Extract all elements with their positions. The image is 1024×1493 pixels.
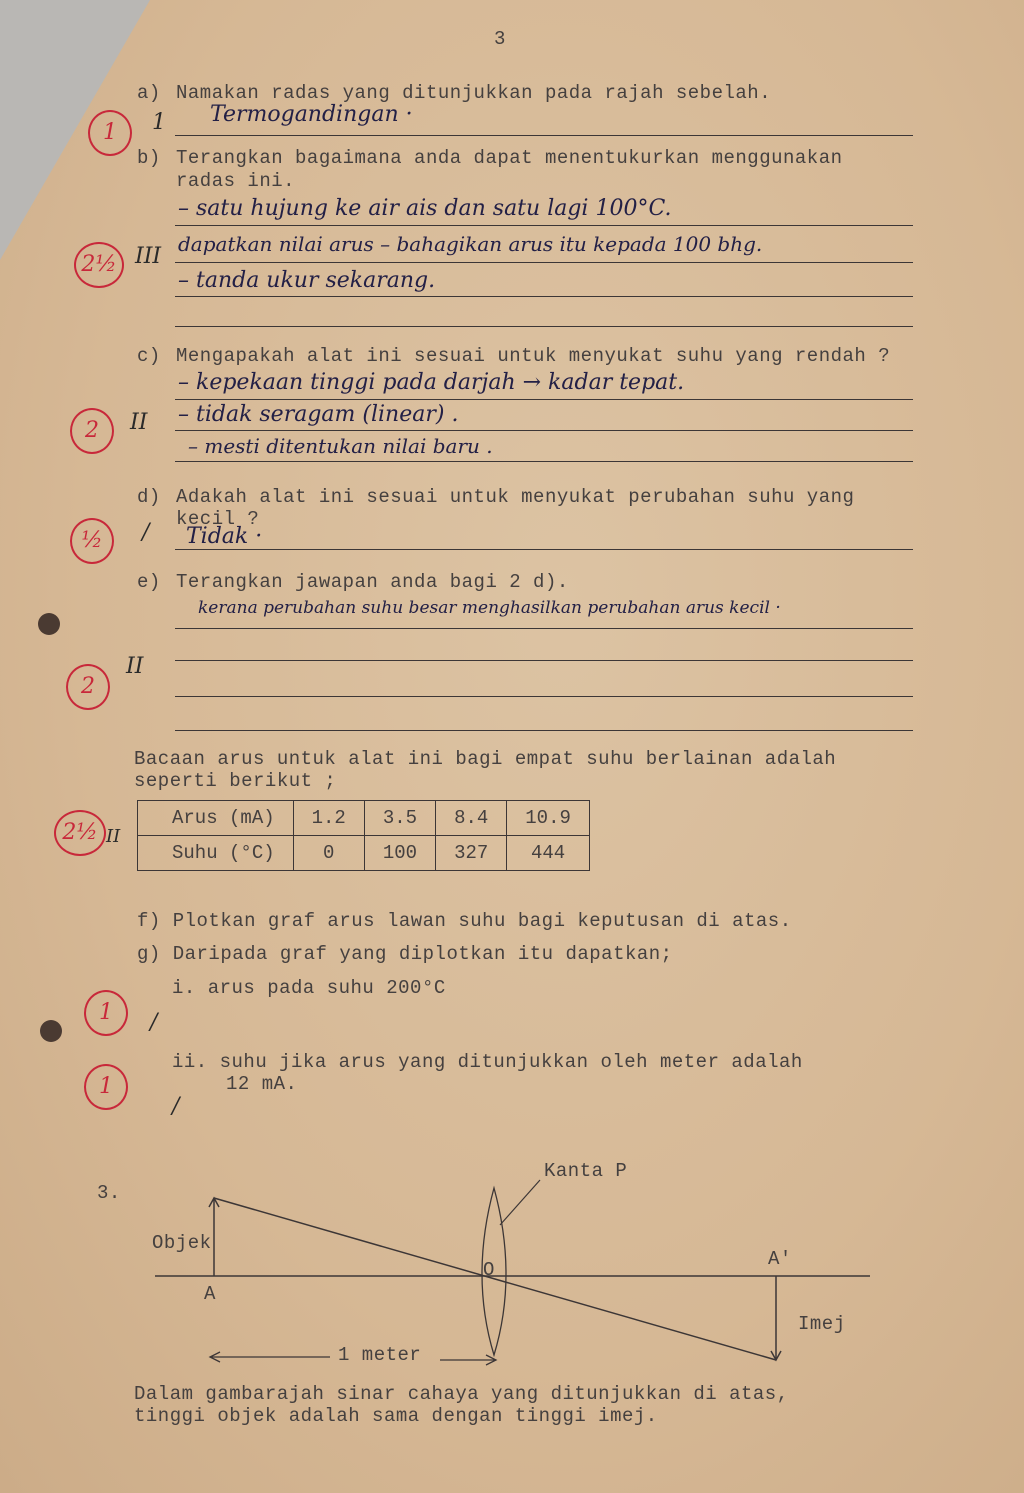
label-1-meter: 1 meter	[338, 1344, 422, 1366]
table-cell: 0	[293, 836, 364, 871]
table-cell: 1.2	[293, 801, 364, 836]
tick-mark-table: II	[106, 826, 121, 847]
readings-line2: seperti berikut ;	[134, 770, 337, 792]
tick-mark-g-ii: /	[172, 1094, 180, 1119]
score-mark-table: 2½	[54, 810, 106, 856]
table-header-suhu: Suhu (°C)	[138, 836, 294, 871]
label-a: A	[204, 1283, 216, 1305]
light-ray	[214, 1198, 776, 1360]
score-mark-g-ii: 1	[84, 1064, 128, 1110]
tick-mark-e: II	[126, 654, 144, 679]
question-g-ii-line1: ii. suhu jika arus yang ditunjukkan oleh meter adalah	[172, 1051, 803, 1073]
answer-d: Tidak ·	[186, 524, 263, 549]
question-f: f) Plotkan graf arus lawan suhu bagi keputusan di atas.	[137, 910, 792, 932]
table-cell: 444	[507, 836, 590, 871]
question-a-label: a)	[137, 82, 161, 104]
label-imej: Imej	[798, 1313, 846, 1335]
table-header-arus: Arus (mA)	[138, 801, 294, 836]
label-kanta-p: Kanta P	[544, 1160, 628, 1182]
question-c-text: Mengapakah alat ini sesuai untuk menyukat suhu yang rendah ?	[176, 345, 891, 367]
label-objek: Objek	[152, 1232, 212, 1254]
question-e-label: e)	[137, 571, 161, 593]
table-cell: 8.4	[436, 801, 507, 836]
question-g: g) Daripada graf yang diplotkan itu dapatkan;	[137, 943, 673, 965]
score-mark-a: 1	[88, 110, 132, 156]
tick-mark-c: II	[130, 410, 148, 435]
lens-pointer	[500, 1180, 540, 1225]
q3-caption-line1: Dalam gambarajah sinar cahaya yang ditunjukkan di atas,	[134, 1383, 789, 1405]
question-3-number: 3.	[97, 1182, 121, 1204]
question-g-i: i. arus pada suhu 200°C	[172, 977, 446, 999]
answer-c-2: – tidak seragam (linear) .	[178, 402, 459, 427]
answer-a: Termogandingan ·	[210, 102, 413, 127]
score-mark-e: 2	[66, 664, 110, 710]
score-mark-g-i: 1	[84, 990, 128, 1036]
question-g-ii-line2: 12 mA.	[226, 1073, 298, 1095]
table-cell: 10.9	[507, 801, 590, 836]
answer-b-1: – satu hujung ke air ais dan satu lagi 100°C.	[178, 196, 672, 221]
answer-c-3: – mesti ditentukan nilai baru .	[188, 434, 493, 458]
label-o: O	[483, 1259, 495, 1281]
answer-b-3: – tanda ukur sekarang.	[178, 268, 436, 293]
answer-b-2: dapatkan nilai arus – bahagikan arus itu kepada 100 bhg.	[178, 232, 763, 256]
table-cell: 327	[436, 836, 507, 871]
question-a-text: Namakan radas yang ditunjukkan pada rajah sebelah.	[176, 82, 772, 104]
question-b-line2: radas ini.	[176, 170, 296, 192]
table-cell: 3.5	[364, 801, 435, 836]
question-e-text: Terangkan jawapan anda bagi 2 d).	[176, 571, 569, 593]
question-c-label: c)	[137, 345, 161, 367]
table-cell: 100	[364, 836, 435, 871]
tick-mark-d: /	[142, 520, 150, 545]
tick-mark-b: III	[135, 244, 162, 269]
score-mark-d: ½	[70, 518, 114, 564]
answer-c-1: – kepekaan tinggi pada darjah → kadar tepat.	[178, 370, 685, 395]
score-mark-c: 2	[70, 408, 114, 454]
q3-caption-line2: tinggi objek adalah sama dengan tinggi imej.	[134, 1405, 658, 1427]
tick-mark-g-i: /	[150, 1010, 158, 1035]
question-d-label: d)	[137, 486, 161, 508]
question-d-line2: kecil ?	[176, 508, 260, 530]
question-d-line1: Adakah alat ini sesuai untuk menyukat perubahan suhu yang	[176, 486, 855, 508]
question-b-line1: Terangkan bagaimana anda dapat menentukurkan menggunakan	[176, 147, 843, 169]
page-number: 3	[494, 28, 506, 50]
score-mark-b: 2½	[74, 242, 124, 288]
readings-line1: Bacaan arus untuk alat ini bagi empat suhu berlainan adalah	[134, 748, 837, 770]
answer-e: kerana perubahan suhu besar menghasilkan perubahan arus kecil ·	[198, 598, 781, 618]
label-a-prime: A'	[768, 1248, 792, 1270]
question-b-label: b)	[137, 147, 161, 169]
tick-mark-a: 1	[152, 110, 166, 135]
